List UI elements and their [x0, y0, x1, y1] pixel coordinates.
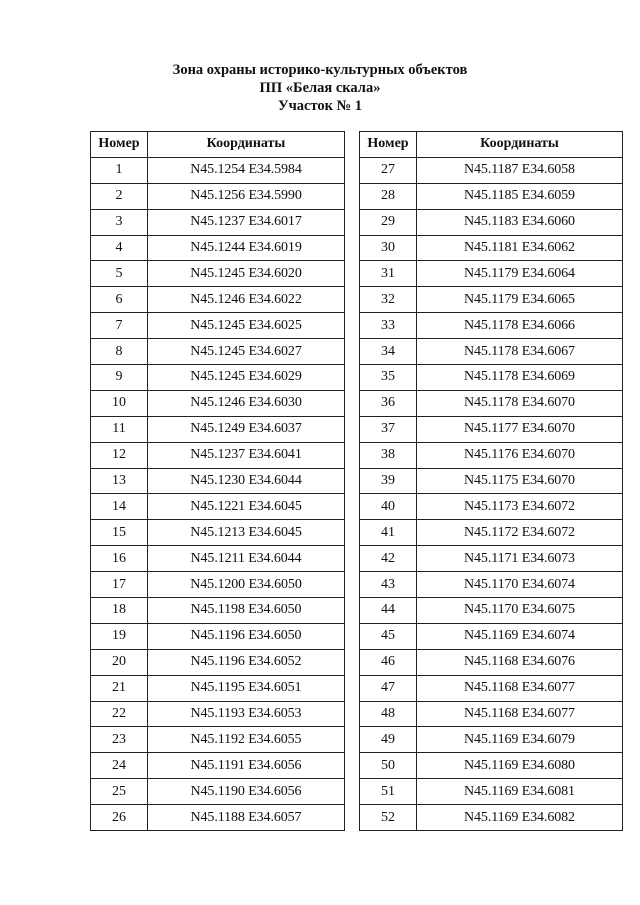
point-number: 49 [360, 727, 417, 753]
point-number: 50 [360, 753, 417, 779]
point-coordinates: N45.1193 E34.6053 [148, 701, 345, 727]
point-number: 2 [91, 183, 148, 209]
table-row [91, 183, 345, 209]
point-coordinates: N45.1169 E34.6074 [417, 623, 623, 649]
column-header-number: Номер [91, 132, 148, 158]
document-header [0, 61, 640, 115]
point-number: 5 [91, 261, 148, 287]
point-number: 48 [360, 701, 417, 727]
point-coordinates: N45.1171 E34.6073 [417, 546, 623, 572]
point-coordinates: N45.1185 E34.6059 [417, 183, 623, 209]
point-number: 28 [360, 183, 417, 209]
point-coordinates: N45.1169 E34.6080 [417, 753, 623, 779]
point-number: 23 [91, 727, 148, 753]
point-number: 37 [360, 416, 417, 442]
table-row [91, 468, 345, 494]
point-number: 13 [91, 468, 148, 494]
point-number: 1 [91, 157, 148, 183]
point-coordinates: N45.1211 E34.6044 [148, 546, 345, 572]
point-number: 16 [91, 546, 148, 572]
table-row [360, 235, 623, 261]
table-row [91, 753, 345, 779]
point-number: 17 [91, 572, 148, 598]
point-coordinates: N45.1179 E34.6065 [417, 287, 623, 313]
table-row [91, 339, 345, 365]
point-coordinates: N45.1244 E34.6019 [148, 235, 345, 261]
point-number: 35 [360, 365, 417, 391]
table-row [91, 546, 345, 572]
point-coordinates: N45.1178 E34.6066 [417, 313, 623, 339]
point-coordinates: N45.1169 E34.6081 [417, 779, 623, 805]
table-row [91, 416, 345, 442]
point-number: 29 [360, 209, 417, 235]
point-number: 3 [91, 209, 148, 235]
table-row [360, 416, 623, 442]
table-row [360, 753, 623, 779]
point-coordinates: N45.1256 E34.5990 [148, 183, 345, 209]
document-subtitle: ПП «Белая скала» [259, 80, 381, 96]
point-coordinates: N45.1196 E34.6052 [148, 649, 345, 675]
point-coordinates: N45.1191 E34.6056 [148, 753, 345, 779]
point-number: 26 [91, 805, 148, 831]
table-row [360, 313, 623, 339]
point-coordinates: N45.1187 E34.6058 [417, 157, 623, 183]
point-number: 43 [360, 572, 417, 598]
column-header-coordinates: Координаты [417, 132, 623, 158]
point-number: 47 [360, 675, 417, 701]
point-coordinates: N45.1170 E34.6075 [417, 598, 623, 624]
table-row [360, 520, 623, 546]
table-row [91, 623, 345, 649]
table-row [360, 675, 623, 701]
point-number: 4 [91, 235, 148, 261]
table-header-row [91, 132, 345, 158]
point-coordinates: N45.1168 E34.6077 [417, 701, 623, 727]
point-coordinates: N45.1168 E34.6076 [417, 649, 623, 675]
table-row [360, 494, 623, 520]
table-row [91, 649, 345, 675]
table-row [360, 598, 623, 624]
table-row [360, 287, 623, 313]
point-number: 24 [91, 753, 148, 779]
point-coordinates: N45.1168 E34.6077 [417, 675, 623, 701]
point-coordinates: N45.1246 E34.6030 [148, 390, 345, 416]
point-coordinates: N45.1192 E34.6055 [148, 727, 345, 753]
table-row [91, 157, 345, 183]
point-coordinates: N45.1175 E34.6070 [417, 468, 623, 494]
table-row [360, 546, 623, 572]
table-row [360, 779, 623, 805]
section-label: Участок № 1 [277, 98, 363, 114]
document-title: Зона охраны историко-культурных объектов [172, 62, 468, 78]
point-number: 52 [360, 805, 417, 831]
table-row [360, 468, 623, 494]
point-number: 44 [360, 598, 417, 624]
point-number: 11 [91, 416, 148, 442]
point-coordinates: N45.1177 E34.6070 [417, 416, 623, 442]
table-row [91, 572, 345, 598]
point-coordinates: N45.1254 E34.5984 [148, 157, 345, 183]
point-coordinates: N45.1245 E34.6029 [148, 365, 345, 391]
point-number: 25 [91, 779, 148, 805]
point-number: 18 [91, 598, 148, 624]
point-number: 19 [91, 623, 148, 649]
table-row [91, 805, 345, 831]
point-number: 42 [360, 546, 417, 572]
table-row [91, 779, 345, 805]
point-number: 21 [91, 675, 148, 701]
point-number: 15 [91, 520, 148, 546]
table-row [360, 701, 623, 727]
point-coordinates: N45.1183 E34.6060 [417, 209, 623, 235]
table-row [91, 701, 345, 727]
table-row [91, 313, 345, 339]
point-number: 20 [91, 649, 148, 675]
point-coordinates: N45.1249 E34.6037 [148, 416, 345, 442]
point-coordinates: N45.1179 E34.6064 [417, 261, 623, 287]
point-coordinates: N45.1245 E34.6020 [148, 261, 345, 287]
table-row [91, 494, 345, 520]
table-row [360, 442, 623, 468]
table-row [91, 442, 345, 468]
table-row [91, 209, 345, 235]
table-row [360, 157, 623, 183]
table-row [91, 727, 345, 753]
table-row [91, 365, 345, 391]
point-coordinates: N45.1237 E34.6017 [148, 209, 345, 235]
table-row [91, 390, 345, 416]
table-row [91, 261, 345, 287]
table-row [360, 623, 623, 649]
point-coordinates: N45.1169 E34.6082 [417, 805, 623, 831]
table-row [360, 649, 623, 675]
point-coordinates: N45.1178 E34.6070 [417, 390, 623, 416]
table-body [360, 157, 623, 830]
point-number: 38 [360, 442, 417, 468]
point-number: 32 [360, 287, 417, 313]
point-coordinates: N45.1190 E34.6056 [148, 779, 345, 805]
point-coordinates: N45.1198 E34.6050 [148, 598, 345, 624]
point-number: 34 [360, 339, 417, 365]
table-header-row [360, 132, 623, 158]
point-number: 30 [360, 235, 417, 261]
point-coordinates: N45.1170 E34.6074 [417, 572, 623, 598]
coordinates-table-right [359, 131, 623, 831]
point-coordinates: N45.1213 E34.6045 [148, 520, 345, 546]
point-number: 31 [360, 261, 417, 287]
table-row [91, 287, 345, 313]
column-header-coordinates: Координаты [148, 132, 345, 158]
point-coordinates: N45.1245 E34.6025 [148, 313, 345, 339]
point-coordinates: N45.1176 E34.6070 [417, 442, 623, 468]
point-number: 7 [91, 313, 148, 339]
point-number: 45 [360, 623, 417, 649]
table-row [360, 261, 623, 287]
point-coordinates: N45.1196 E34.6050 [148, 623, 345, 649]
table-row [360, 365, 623, 391]
point-number: 10 [91, 390, 148, 416]
table-row [360, 390, 623, 416]
table-row [360, 339, 623, 365]
table-row [91, 520, 345, 546]
point-number: 39 [360, 468, 417, 494]
point-coordinates: N45.1195 E34.6051 [148, 675, 345, 701]
table-row [91, 235, 345, 261]
table-row [360, 183, 623, 209]
point-coordinates: N45.1172 E34.6072 [417, 520, 623, 546]
point-number: 9 [91, 365, 148, 391]
point-coordinates: N45.1246 E34.6022 [148, 287, 345, 313]
table-row [360, 805, 623, 831]
point-coordinates: N45.1178 E34.6069 [417, 365, 623, 391]
point-coordinates: N45.1181 E34.6062 [417, 235, 623, 261]
point-number: 33 [360, 313, 417, 339]
table-row [360, 572, 623, 598]
point-coordinates: N45.1188 E34.6057 [148, 805, 345, 831]
point-number: 51 [360, 779, 417, 805]
column-header-number: Номер [360, 132, 417, 158]
table-row [360, 209, 623, 235]
point-number: 40 [360, 494, 417, 520]
point-number: 46 [360, 649, 417, 675]
point-coordinates: N45.1169 E34.6079 [417, 727, 623, 753]
point-number: 6 [91, 287, 148, 313]
point-number: 36 [360, 390, 417, 416]
coordinates-table-left [90, 131, 345, 831]
point-number: 27 [360, 157, 417, 183]
point-number: 8 [91, 339, 148, 365]
table-row [91, 598, 345, 624]
table-row [91, 675, 345, 701]
point-number: 14 [91, 494, 148, 520]
table-body [91, 157, 345, 830]
point-number: 12 [91, 442, 148, 468]
point-coordinates: N45.1200 E34.6050 [148, 572, 345, 598]
table-row [360, 727, 623, 753]
point-number: 22 [91, 701, 148, 727]
point-coordinates: N45.1178 E34.6067 [417, 339, 623, 365]
point-coordinates: N45.1221 E34.6045 [148, 494, 345, 520]
point-number: 41 [360, 520, 417, 546]
point-coordinates: N45.1245 E34.6027 [148, 339, 345, 365]
point-coordinates: N45.1173 E34.6072 [417, 494, 623, 520]
point-coordinates: N45.1237 E34.6041 [148, 442, 345, 468]
point-coordinates: N45.1230 E34.6044 [148, 468, 345, 494]
